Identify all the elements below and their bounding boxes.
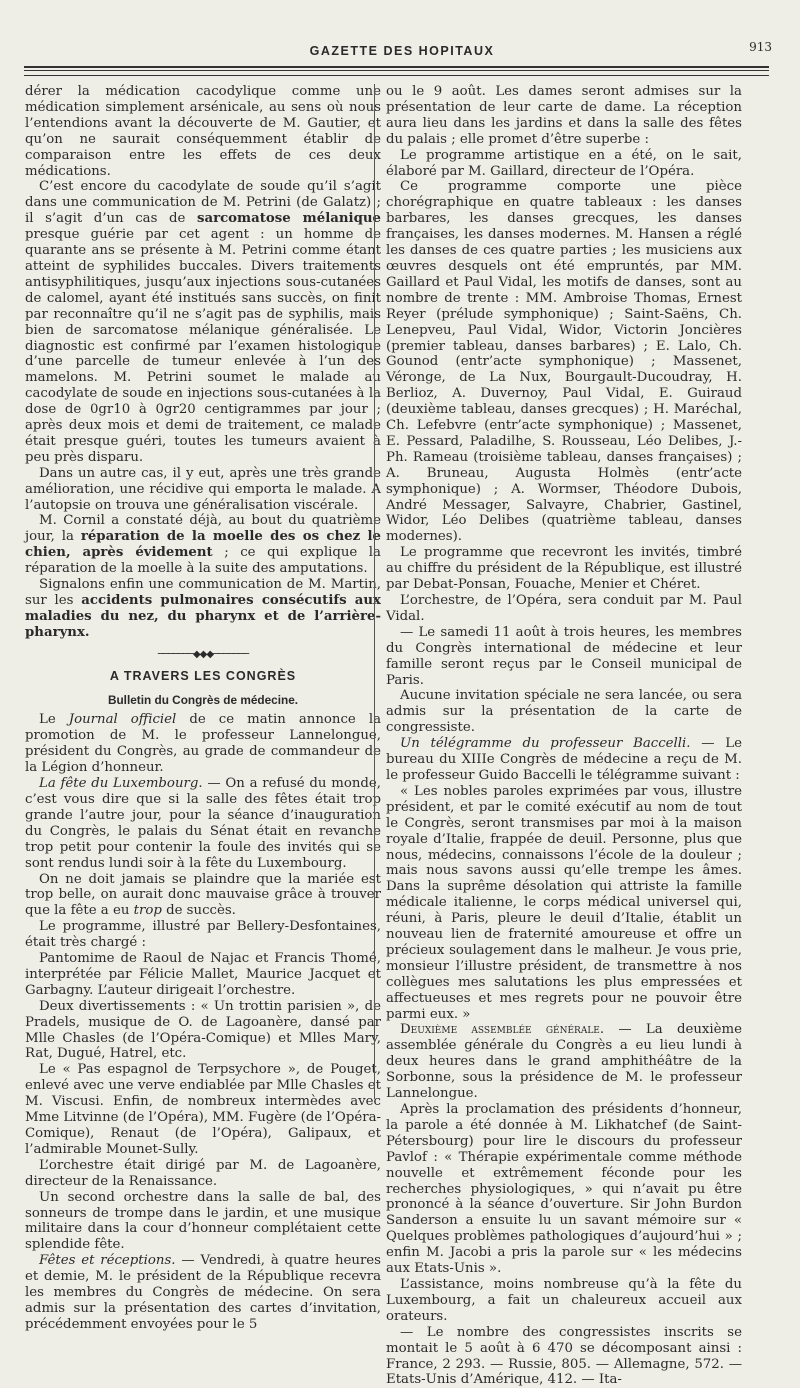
paragraph: Pantomime de Raoul de Najac et Francis Thomé, interprétée par Félicie Mallet, Maurice Jacquet et Garbagny. L’auteur dirigeait l’orchestre. xyxy=(25,951,381,998)
paragraph xyxy=(25,776,381,871)
sub-title: Bulletin du Congrès de médecine. xyxy=(107,692,299,707)
paragraph: Un second orchestre dans la salle de bal, des sonneurs de trompe dans le jardin, et une musique militaire dans la cour d’honneur complétaient cette splendide fête. xyxy=(25,1189,381,1253)
text-span: presque guérie par cet agent : un homme de quarante ans se présente à M. Petrini comme étant atteint de syphilides buccales. Divers traitements antisyphilitiques, jusqu’aux injections sous-cutanées de calomel, ayant été institués sans succès, on finit par reconnaître qu’il ne s’agit pas de syphilis, mais bien de sarcomatose mélanique généralisée. Le diagnostic est confirmé par l’examen histologique d’une parcelle de tumeur enlevée à l’un des mamelons. M. Petrini soumet le malade au cacodylate de soude en injections sous-cutanées à la dose de 0gr10 à 0gr20 centigrammes par jour ; après deux mois et demi de traitement, ce malade était presque guéri, toutes les tumeurs avaient à peu près disparu. xyxy=(25,227,381,465)
bold-term: réparation de la moelle des os chez le chien, après évidement xyxy=(25,529,381,561)
page-number: 913 xyxy=(749,40,772,54)
running-title: GAZETTE DES HOPITAUX xyxy=(309,44,495,58)
paragraph xyxy=(386,736,742,784)
paragraph: ou le 9 août. Les dames seront admises sur la présentation de leur carte de dame. La réception aura lieu dans les jardins et dans la salle des fêtes du palais ; elle promet d’être superbe : xyxy=(386,84,742,147)
italic-heading: Fêtes et réceptions. xyxy=(39,1253,176,1269)
paragraph xyxy=(25,513,381,577)
paragraph: Après la proclamation des présidents d’honneur, la parole a été donnée à M. Likhatchef (de Saint-Pétersbourg) pour lire le discours du professeur Pavlof : « Thérapie expérimentale comme méthode nouvelle et extrêmement féconde pour les recherches physiologiques, » qui n’avait pu être prononcé à la séance d’ouverture. Sir John Burdon Sanderson a ensuite lu un savant mémoire sur « Quelques problèmes pathologiques d’aujourd’hui » ; enfin M. Jacobi a pris la parole sur « les médecins aux Etats-Unis ». xyxy=(386,1102,742,1277)
left-column xyxy=(25,84,381,1333)
italic-term: trop xyxy=(133,903,162,919)
text-span: Signalons enfin une communication de M. Martin, sur les xyxy=(25,577,381,608)
section-title: A TRAVERS LES CONGRÈS xyxy=(109,668,297,683)
italic-heading: La fête du Luxembourg. xyxy=(39,776,203,792)
paragraph: Le programme artistique en a été, on le sait, élaboré par M. Gaillard, directeur de l’Opéra. xyxy=(386,147,742,179)
paragraph: Le programme, illustré par Bellery-Desfontaines, était très chargé : xyxy=(25,919,381,951)
right-column xyxy=(386,84,742,1388)
header-rule xyxy=(24,75,769,76)
paragraph: dérer la médication cacodylique comme une médication simplement arsénicale, au sens où nous l’entendions avant la découverte de M. Gautier, et qu’on ne saurait conséquemment établir de comparaison entre les effets de ces deux médications. xyxy=(25,84,381,179)
smallcaps-heading: Deuxième assemblée générale. xyxy=(400,1022,605,1038)
paragraph: Aucune invitation spéciale ne sera lancée, ou sera admis sur la présentation de la carte de congressiste. xyxy=(386,688,742,736)
paragraph: — Le samedi 11 août à trois heures, les membres du Congrès international de médecine et leur famille seront reçus par le Conseil municipal de Paris. xyxy=(386,624,742,688)
text-span: Le xyxy=(39,712,69,728)
paragraph xyxy=(25,577,381,641)
text-span: de succès. xyxy=(161,903,236,919)
paragraph: L’orchestre était dirigé par M. de Lagoanère, directeur de la Renaissance. xyxy=(25,1157,381,1189)
text-span: ; ce qui explique la réparation de la moelle à la suite des amputations. xyxy=(25,545,381,577)
paragraph: L’orchestre, de l’Opéra, sera conduit par M. Paul Vidal. xyxy=(386,593,742,624)
paragraph xyxy=(25,179,381,465)
column-divider xyxy=(374,84,375,1099)
text-span: de ce matin annonce la promotion de M. le professeur Lannelongue, président du Congrès, au grade de commandeur de la Légion d’honneur. xyxy=(25,712,381,776)
text-span: C’est encore du cacodylate de soude qu’il s’agit dans une communication de M. Petrini (de Galatz) ; il s’agit d’un cas de xyxy=(25,179,381,227)
bold-term: accidents pulmonaires consécutifs aux maladies du nez, du pharynx et de l’arrière-pharynx. xyxy=(25,593,381,640)
paragraph: L’assistance, moins nombreuse qu’à la fête du Luxembourg, a fait un chaleureux accueil aux orateurs. xyxy=(386,1276,742,1324)
text-span: — On a refusé du monde, c’est vous dire que si la salle des fêtes était trop grande l’autre jour, pour la séance d’inauguration du Congrès, le palais du Sénat était en revanche trop petit pour contenir la foule des invités qui se sont rendus lundi soir à la fête du Luxembourg. xyxy=(25,776,381,871)
paragraph xyxy=(386,1022,742,1102)
paragraph: Dans un autre cas, il y eut, après une très grande amélioration, une récidive qui emporta le malade. A l’autopsie on trouva une généralisation viscérale. xyxy=(25,465,381,513)
paragraph xyxy=(25,1253,381,1333)
italic-term: Journal officiel xyxy=(68,712,177,728)
text-span: — Vendredi, à quatre heures et demie, M. le président de la République recevra les membres du Congrès de médecine. On sera admis sur la présentation des cartes d’invitation, précédemment envoyées pour le 5 xyxy=(25,1253,381,1332)
paragraph: Deux divertissements : « Un trottin parisien », de Pradels, musique de O. de Lagoanère, dansé par Mlle Chasles (de l’Opéra-Comique) et Mlles Mary, Rat, Dugué, Hatrel, etc. xyxy=(25,998,381,1062)
header-rule xyxy=(24,66,769,68)
bold-term: sarcomatose mélanique xyxy=(196,211,382,227)
paragraph: — Le nombre des congressistes inscrits se montait le 5 août à 6 470 se décomposant ainsi : France, 2 293. — Russie, 805. — Allemagne, 572. — Etats-Unis d’Amérique, 412. — Ita- xyxy=(386,1324,742,1388)
paragraph xyxy=(25,712,381,776)
italic-heading: Un télégramme du professeur Baccelli. xyxy=(400,736,691,752)
text-span: M. Cornil a constaté déjà, au bout du quatrième jour, la xyxy=(25,513,381,545)
header-rule xyxy=(24,70,769,71)
text-span: — La deuxième assemblée générale du Congrès a eu lieu lundi à deux heures dans le grand amphithéâtre de la Sorbonne, sous la présidence de M. le professeur Lannelongue. xyxy=(386,1022,742,1102)
ornament-divider: ───────◆◆◆─────── xyxy=(157,648,249,660)
paragraph: « Les nobles paroles exprimées par vous, illustre président, et par le comité exécutif au nom de tout le Congrès, seront transmises par moi à la maison royale d’Italie, frappée de deuil. Personne, plus que nous, médecins, connaissons l’école de la douleur ; mais nous savons aussi qu’elle trempe les âmes. Dans la suprême désolation qui attriste la famille médicale italienne, le corps médical universel qui, réuni, à Paris, pleure le deuil d’Italie, établit un nouveau lien de fraternité amoureuse et offre un précieux soulagement dans le malheur. Je vous prie, monsieur l’illustre président, de transmettre à nos collègues mes salutations les plus empressées et affectueuses et mes regrets pour ne pouvoir être parmi eux. » xyxy=(386,783,742,1022)
page-header xyxy=(24,40,780,64)
paragraph: Le « Pas espagnol de Terpsychore », de Pouget, enlevé avec une verve endiablée par Mlle Chasles et M. Viscusi. Enfin, de nombreux intermèdes avec Mme Litvinne (de l’Opéra), MM. Fugère (de l’Opéra-Comique), Renaut (de l’Opéra), Galipaux, et l’admirable Mounet-Sully. xyxy=(25,1062,381,1157)
paragraph: Le programme que recevront les invités, timbré au chiffre du président de la République, est illustré par Debat-Ponsan, Fouache, Menier et Chéret. xyxy=(386,545,742,593)
paragraph xyxy=(25,872,381,920)
text-span: On ne doit jamais se plaindre que la mariée est trop belle, on aurait donc mauvaise grâce à trouver que la fête a eu xyxy=(25,871,381,919)
text-span: — Le bureau du XIIIe Congrès de médecine a reçu de M. le professeur Guido Baccelli le télégramme suivant : xyxy=(386,736,742,783)
paragraph: Ce programme comporte une pièce chorégraphique en quatre tableaux : les danses barbares, les danses grecques, les danses françaises, les danses modernes. M. Hansen a réglé les danses de ces quatre parties ; les musiciens aux œuvres desquels ont été empruntés, par MM. Gaillard et Paul Vidal, les motifs de danses, sont au nombre de trente : MM. Ambroise Thomas, Ernest Reyer (prélude symphonique) ; Saint-Saëns, Ch. Lenepveu, Paul Vidal, Widor, Victorin Joncières (premier tableau, danses barbares) ; E. Lalo, Ch. Gounod (entr’acte symphonique) ; Massenet, Véronge, de La Nux, Bourgault-Ducoudray, H. Berlioz, A. Duvernoy, Paul Vidal, E. Guiraud (deuxième tableau, danses grecques) ; H. Maréchal, Ch. Lefebvre (entr’acte symphonique) ; Massenet, E. Pessard, Paladilhe, S. Rousseau, Léo Delibes, J.-Ph. Rameau (troisième tableau, danses françaises) ; A. Bruneau, Augusta Holmès (entr’acte symphonique) ; A. Wormser, Théodore Dubois, André Messager, Salvayre, Chabrier, Gastinel, Widor, Léo Delibes (quatrième tableau, danses modernes). xyxy=(386,179,742,545)
